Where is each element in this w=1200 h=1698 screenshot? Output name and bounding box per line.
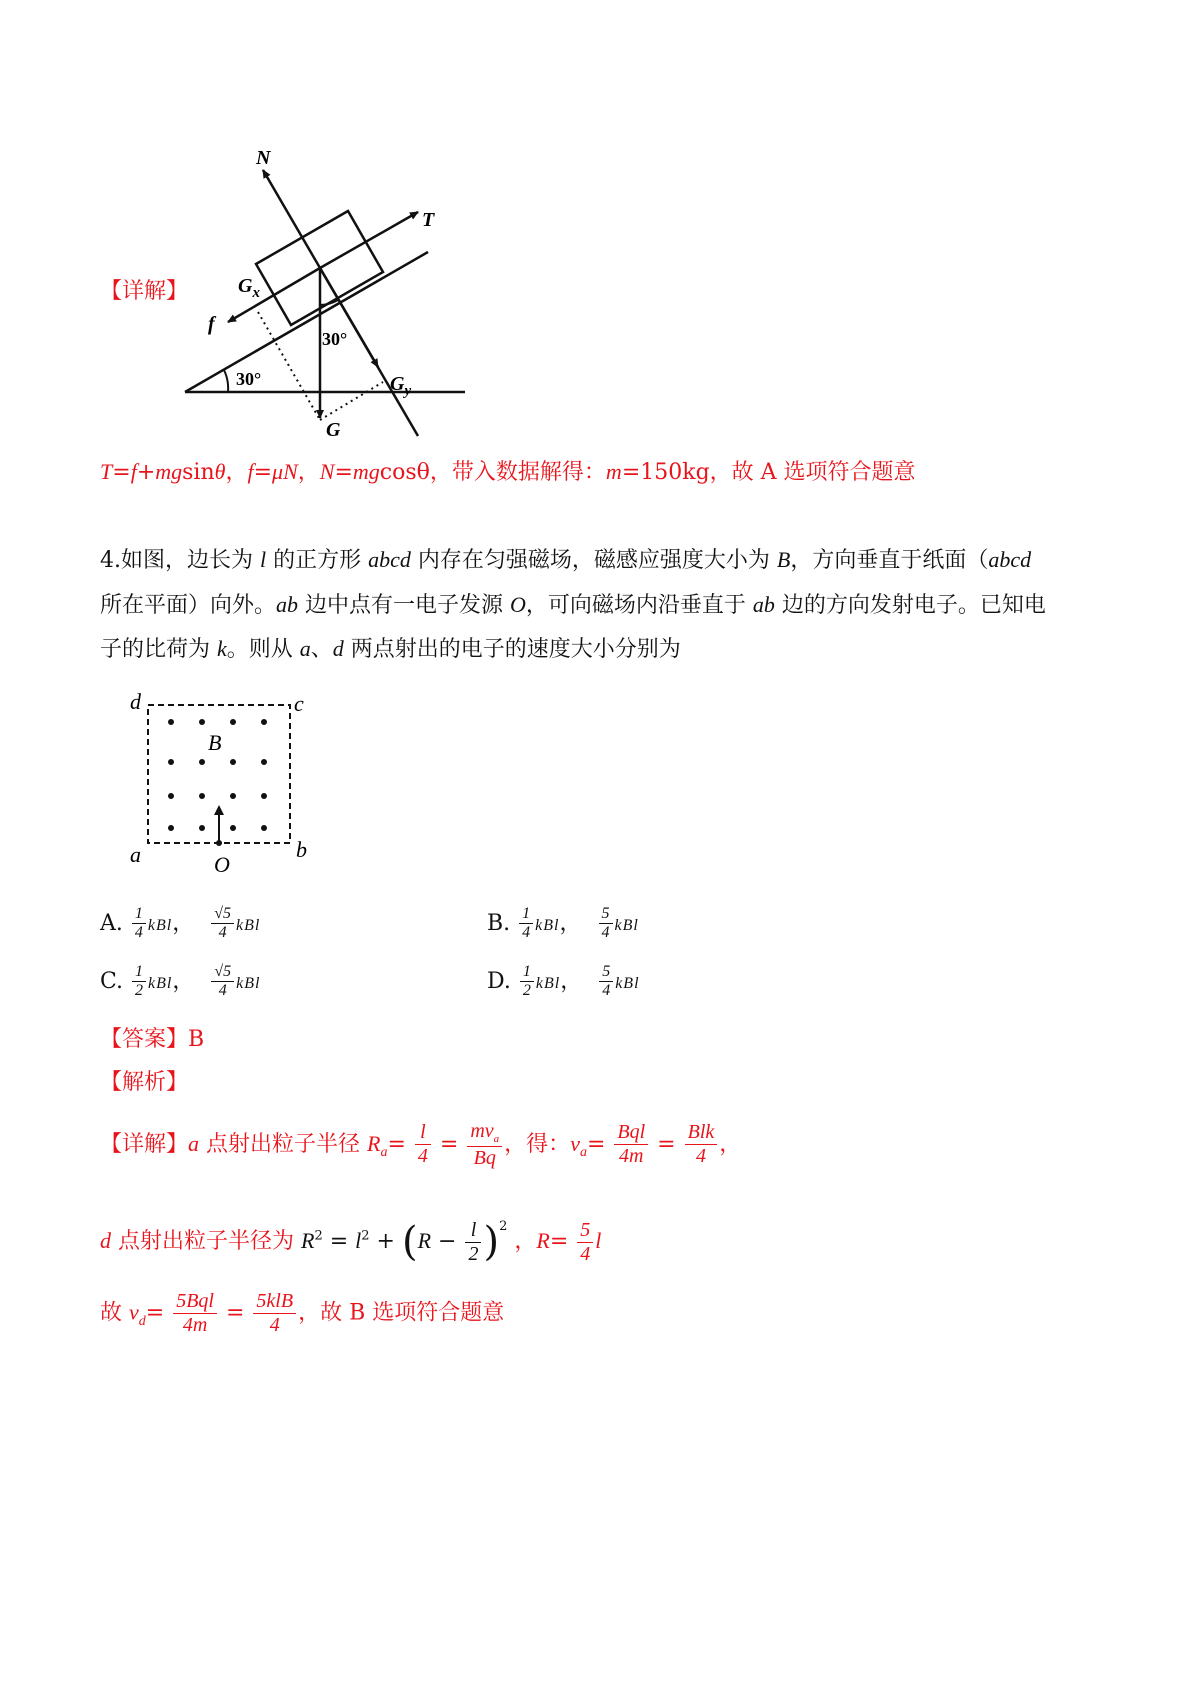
detail-label-1: 【详解】 — [100, 279, 189, 304]
normal-force-arrow — [263, 170, 320, 268]
gy-arrow — [320, 268, 378, 367]
label-angle-top: 30° — [322, 329, 348, 349]
arrowhead — [214, 805, 224, 815]
label-b: b — [296, 837, 307, 862]
analysis-label: 【解析】 — [100, 1070, 189, 1095]
answer-line: 【答案】B — [100, 1027, 205, 1052]
label-B: B — [208, 730, 222, 755]
tension-arrow — [320, 212, 418, 268]
incline-force-diagram — [170, 140, 490, 450]
solution-line2: d 点射出粒子半径为 $R^2 = l^2 + (R$ − $\frac{l}{2}$ )$^2$ ，R= $\frac{5}{4}$ l — [100, 1218, 602, 1265]
gx-projection-dotted — [258, 312, 320, 420]
question4-line2: 所在平面）向外。ab 边中点有一电子发源 O，可向磁场内沿垂直于 ab 边的方向发射电子。已知电 — [100, 592, 1046, 618]
label-angle-bottom: 30° — [236, 369, 262, 389]
magnetic-field-square-diagram — [120, 685, 320, 885]
source-point-O — [216, 840, 222, 846]
option-D[interactable]: D. $\frac{1}{2}$ kBl， $\frac{5}{4}$ kBl — [487, 963, 640, 1000]
label-O: O — [214, 852, 230, 877]
solution-line3: 故 $v_d=$ $\frac{\text{5Bql}}{4m}$ = $\frac{\text{5klB}}{4}$ ，故 B 选项符合题意 — [100, 1290, 505, 1336]
option-C[interactable]: C. $\frac{1}{2}$ kBl， $\frac{√5}{4}$ kBl — [100, 963, 261, 1000]
option-B[interactable]: B. $\frac{1}{4}$ kBl， $\frac{5}{4}$ kBl — [487, 905, 639, 942]
question4-line1: 4.如图，边长为 l 的正方形 abcd 内存在匀强磁场，磁感应强度大小为 B，方向垂直于纸面（abcd — [100, 547, 1032, 573]
label-Gy: $G_y$ — [390, 373, 412, 399]
label-T: T — [422, 209, 435, 231]
force-equation-line: T=f+mgsinθ，f=μN，N=mgcosθ，带入数据解得：m=150kg，故 A 选项符合题意 — [100, 459, 916, 485]
label-d: d — [130, 689, 141, 714]
label-c: c — [294, 691, 304, 716]
label-a: a — [130, 842, 141, 867]
label-G: G — [326, 419, 341, 441]
incline-line — [185, 252, 428, 392]
gy-projection-dotted — [320, 382, 383, 420]
label-f: f — [208, 313, 215, 335]
label-N: N — [256, 147, 271, 169]
option-A[interactable]: A. $\frac{1}{4}$ kBl， $\frac{√5}{4}$ kBl — [100, 905, 261, 942]
radius-equation: $R^2 = l^2 + (R$ − $\frac{l}{2}$ )$^2$ — [301, 1218, 508, 1265]
solution-line1: 【详解】a 点射出粒子半径 $R_a=$ $\frac{l}{4}$ = $\frac{mv_a}{Bq}$ ，得：$v_a=$ $\frac{\text{Bql}}{4m}$ = $\frac{\text{Blk}}{4}$ ， — [100, 1120, 742, 1169]
angle-arc-bottom — [224, 370, 228, 392]
label-Gx: $G_x$ — [238, 275, 260, 301]
question4-line3: 子的比荷为 k。则从 a、d 两点射出的电子的速度大小分别为 — [100, 636, 681, 662]
